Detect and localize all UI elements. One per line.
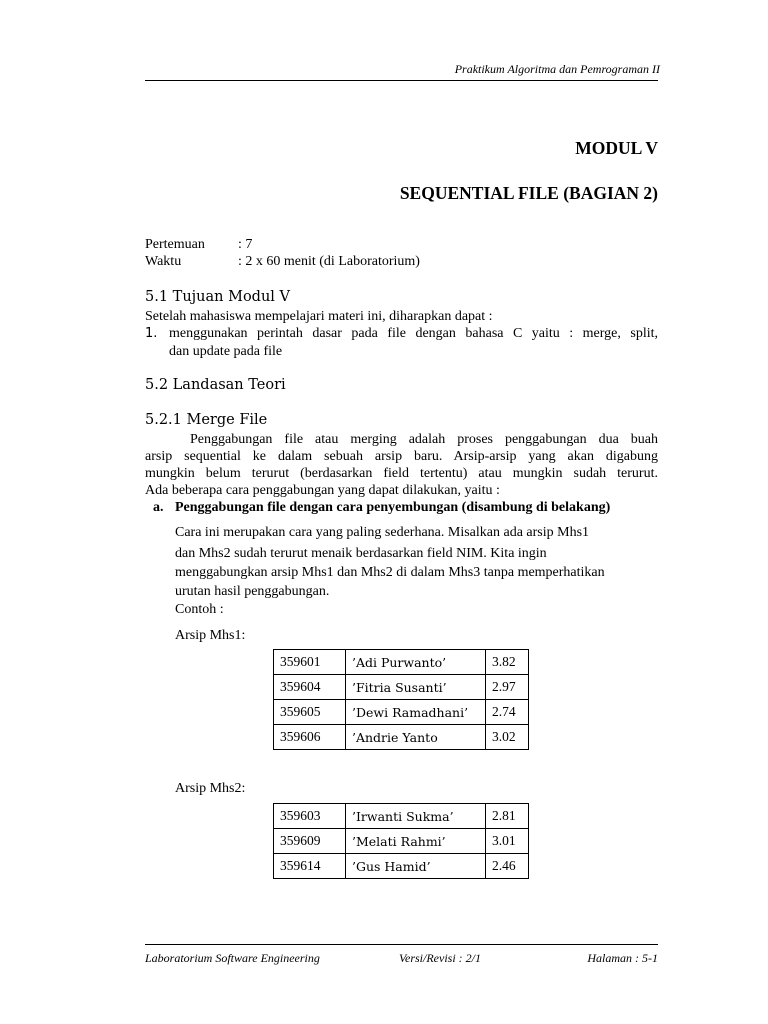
merge-paragraph-line-1: Penggabungan file atau merging adalah proses penggabungan dua buah <box>190 432 658 447</box>
objective-line-2: dan update pada file <box>169 344 283 359</box>
table-row <box>274 675 529 700</box>
nama-cell: ’Gus Hamid’ <box>346 854 486 879</box>
ipk-cell: 2.74 <box>486 700 529 725</box>
nama-cell: ’Andrie Yanto <box>346 725 486 750</box>
table-row <box>274 725 529 750</box>
arsip-mhs2-label: Arsip Mhs2: <box>175 781 246 796</box>
nim-cell: 359603 <box>274 804 346 829</box>
point-a-desc-line-3: menggabungkan arsip Mhs1 dan Mhs2 di dalam Mhs3 tanpa memperhatikan <box>175 565 605 580</box>
arsip-mhs1-table <box>273 649 529 750</box>
point-a-desc-line-4: urutan hasil penggabungan. <box>175 584 330 599</box>
header-rule <box>145 80 658 81</box>
running-header: Praktikum Algoritma dan Pemrograman II <box>454 62 660 76</box>
module-title: MODUL V <box>575 138 658 158</box>
nama-cell: ’Dewi Ramadhani’ <box>346 700 486 725</box>
objective-line-1: menggunakan perintah dasar pada file dengan bahasa C yaitu : merge, split, <box>169 326 658 341</box>
point-a-desc-line-1: Cara ini merupakan cara yang paling sederhana. Misalkan ada arsip Mhs1 <box>175 525 590 540</box>
table-row <box>274 854 529 879</box>
table-row <box>274 650 529 675</box>
pertemuan-value: : 7 <box>238 237 253 252</box>
ipk-cell: 3.02 <box>486 725 529 750</box>
ipk-cell: 2.46 <box>486 854 529 879</box>
pertemuan-label: Pertemuan <box>145 237 205 252</box>
section-5-2-heading: 5.2 Landasan Teori <box>145 377 286 393</box>
table-row <box>274 700 529 725</box>
merge-paragraph-line-3: mungkin belum terurut (berdasarkan field tertentu) atau mungkin sudah terurut. <box>145 466 658 481</box>
footer-lab: Laboratorium Software Engineering <box>145 951 320 965</box>
contoh-label: Contoh : <box>175 602 224 617</box>
nim-cell: 359604 <box>274 675 346 700</box>
table-row <box>274 829 529 854</box>
ipk-cell: 2.81 <box>486 804 529 829</box>
nim-cell: 359609 <box>274 829 346 854</box>
footer-version: Versi/Revisi : 2/1 <box>399 951 481 965</box>
table-row <box>274 804 529 829</box>
nama-cell: ’Melati Rahmi’ <box>346 829 486 854</box>
merge-paragraph-line-4: Ada beberapa cara penggabungan yang dapat dilakukan, yaitu : <box>145 483 500 498</box>
nama-cell: ’Irwanti Sukma’ <box>346 804 486 829</box>
point-a-title: Penggabungan file dengan cara penyembungan (disambung di belakang) <box>175 500 611 515</box>
ipk-cell: 3.01 <box>486 829 529 854</box>
arsip-mhs2-table <box>273 803 529 879</box>
waktu-value: : 2 x 60 menit (di Laboratorium) <box>238 254 420 269</box>
waktu-label: Waktu <box>145 254 182 269</box>
nama-cell: ’Adi Purwanto’ <box>346 650 486 675</box>
nama-cell: ’Fitria Susanti’ <box>346 675 486 700</box>
point-a-desc-line-2: dan Mhs2 sudah terurut menaik berdasarkan field NIM. Kita ingin <box>175 546 547 561</box>
merge-paragraph-line-2: arsip sequential ke dalam sebuah arsip baru. Arsip-arsip yang akan digabung <box>145 449 658 464</box>
nim-cell: 359606 <box>274 725 346 750</box>
nim-cell: 359614 <box>274 854 346 879</box>
ipk-cell: 2.97 <box>486 675 529 700</box>
footer-page-number: Halaman : 5-1 <box>587 951 658 965</box>
arsip-mhs1-label: Arsip Mhs1: <box>175 628 246 643</box>
ipk-cell: 3.82 <box>486 650 529 675</box>
nim-cell: 359605 <box>274 700 346 725</box>
module-subtitle: SEQUENTIAL FILE (BAGIAN 2) <box>399 183 658 203</box>
footer-rule <box>145 944 658 945</box>
nim-cell: 359601 <box>274 650 346 675</box>
objective-number: 1. <box>145 326 158 341</box>
section-5-2-1-heading: 5.2.1 Merge File <box>145 412 268 428</box>
point-a-label: a. <box>153 500 164 515</box>
section-5-1-heading: 5.1 Tujuan Modul V <box>145 289 291 305</box>
section-5-1-intro: Setelah mahasiswa mempelajari materi ini, diharapkan dapat : <box>145 309 493 324</box>
